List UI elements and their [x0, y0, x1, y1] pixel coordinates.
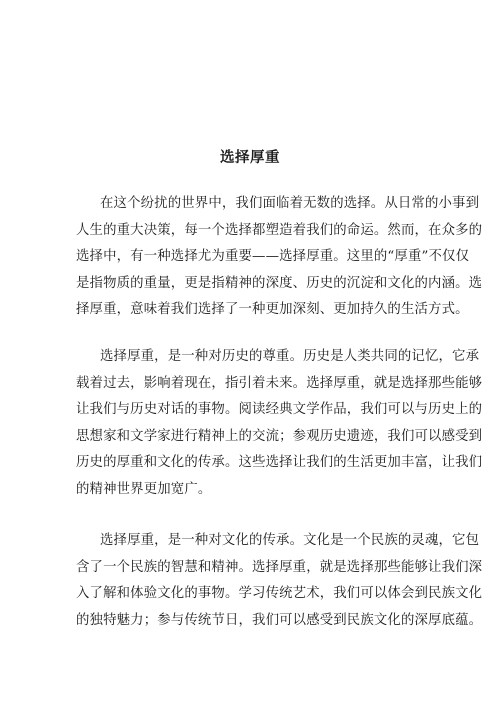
- paragraph-line: 的精神世界更加宽广。: [76, 481, 212, 497]
- paragraph-line: 入了解和体验文化的事物。学习传统艺术，我们可以体会到民族文化: [76, 586, 483, 601]
- paragraph-line: 择厚重，意味着我们选择了一种更加深刻、更加持久的生活方式。: [76, 302, 469, 317]
- paragraph-1: [76, 191, 483, 324]
- paragraph-line: 思想家和文学家进行精神上的交流；参观历史遗迹，我们可以感受到: [76, 428, 483, 444]
- paragraph-line: 选择厚重，是一种对文化的传承。文化是一个民族的灵魂，它包: [100, 533, 480, 548]
- paragraph-line: 含了一个民族的智慧和精神。选择厚重，就是选择那些能够让我们深: [76, 559, 483, 575]
- paragraph-line: 在这个纷扰的世界中，我们面临着无数的选择。从日常的小事到: [100, 196, 480, 211]
- paragraph-line: 让我们与历史对话的事物。阅读经典文学作品，我们可以与历史上的: [76, 402, 483, 417]
- paragraph-line: 载着过去，影响着现在，指引着未来。选择厚重，就是选择那些能够: [76, 375, 483, 391]
- paragraph-line: 选择中，有一种选择尤为重要——选择厚重。这里的“厚重”不仅仅: [76, 249, 470, 264]
- paragraph-line: 选择厚重，是一种对历史的尊重。历史是人类共同的记忆，它承: [100, 349, 480, 364]
- paragraph-line: 是指物质的重量，更是指精神的深度、历史的沉淀和文化的内涵。选: [76, 275, 483, 291]
- paragraph-line: 人生的重大决策，每一个选择都塑造着我们的命运。然而，在众多的: [76, 222, 483, 238]
- paragraph-line: 历史的厚重和文化的传承。这些选择让我们的生活更加丰富，让我们: [76, 455, 483, 470]
- document-title: 选择厚重: [220, 149, 280, 166]
- paragraph-3: [76, 528, 483, 634]
- paragraph-line: 的独特魅力；参与传统节日，我们可以感受到民族文化的深厚底蕴。: [76, 612, 483, 628]
- paragraph-2: [76, 344, 483, 503]
